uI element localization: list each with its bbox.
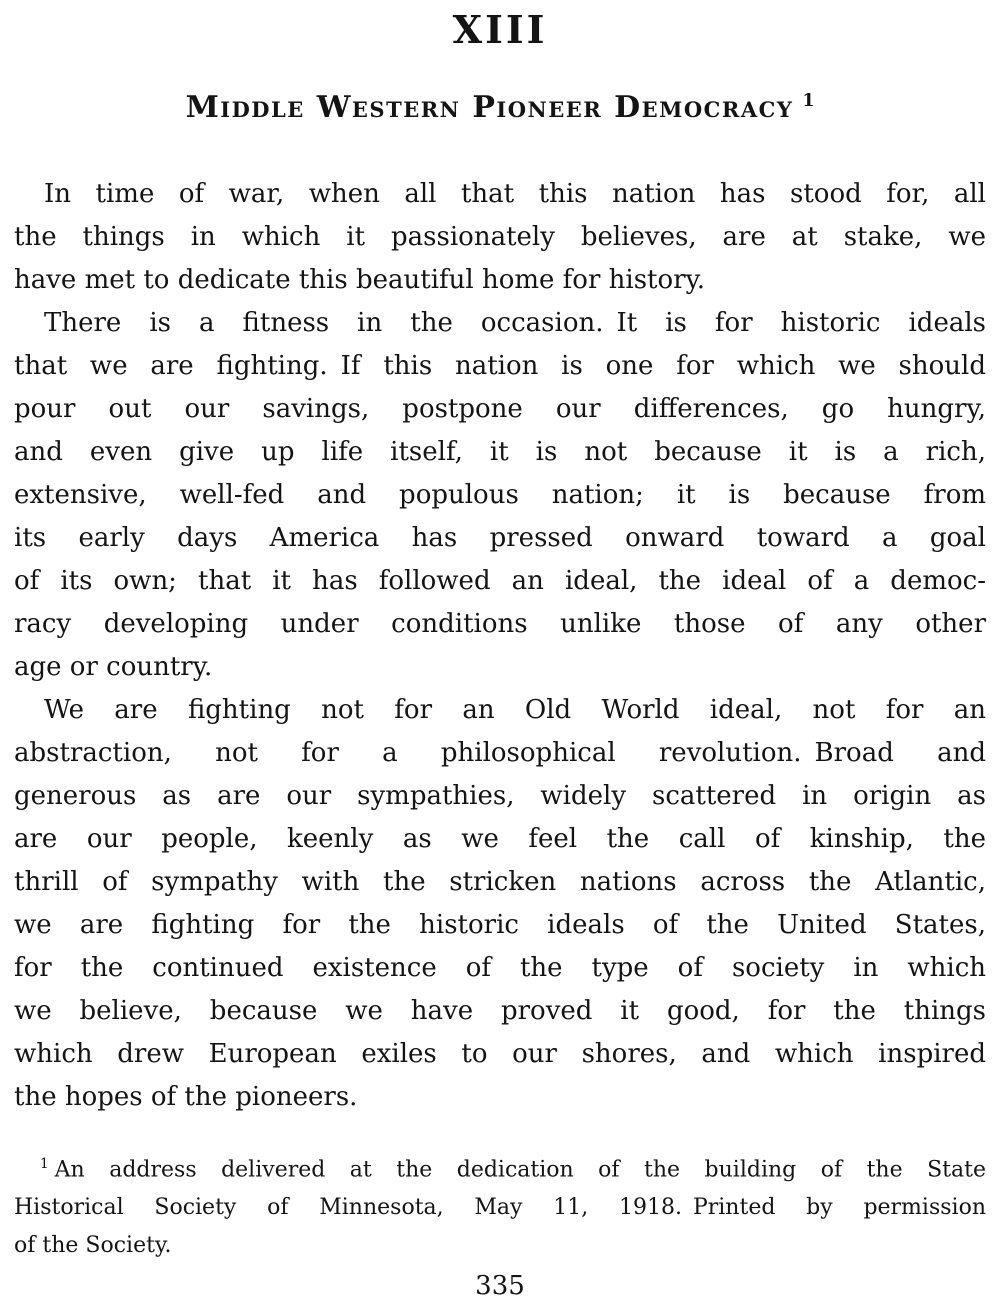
text-line: of its own; that it has followed an ideal, the ideal of a democ- bbox=[14, 566, 986, 596]
text-line: thrill of sympathy with the stricken nations across the Atlantic, bbox=[14, 867, 986, 897]
body-text bbox=[14, 173, 986, 1119]
text-line: the things in which it passionately believes, are at stake, we bbox=[14, 222, 986, 252]
footnote-line: of the Society. bbox=[14, 1233, 172, 1259]
footnote-line-text: An address delivered at the dedication of the building of the State bbox=[54, 1157, 986, 1183]
text-line: We are fighting not for an Old World ideal, not for an bbox=[44, 695, 986, 725]
footnote-marker: 1 bbox=[40, 1156, 49, 1172]
text-line: There is a fitness in the occasion. It is for historic ideals bbox=[44, 308, 986, 338]
text-line: and even give up life itself, it is not because it is a rich, bbox=[14, 437, 986, 467]
text-line: abstraction, not for a philosophical revolution. Broad and bbox=[14, 738, 986, 768]
text-line: are our people, keenly as we feel the call of kinship, the bbox=[14, 824, 986, 854]
text-line: In time of war, when all that this nation has stood for, all bbox=[44, 179, 986, 209]
text-line: its early days America has pressed onward toward a goal bbox=[14, 523, 986, 553]
text-line: have met to dedicate this beautiful home for history. bbox=[14, 265, 706, 295]
paragraph-2 bbox=[14, 302, 986, 689]
text-line: we believe, because we have proved it good, for the things bbox=[14, 996, 986, 1026]
footnote bbox=[14, 1145, 986, 1265]
text-line: extensive, well-fed and populous nation; it is because from bbox=[14, 480, 986, 510]
text-line: that we are fighting. If this nation is one for which we should bbox=[14, 351, 986, 381]
text-line: for the continued existence of the type of society in which bbox=[14, 953, 986, 983]
text-line: we are fighting for the historic ideals of the United States, bbox=[14, 910, 986, 940]
chapter-title bbox=[14, 82, 986, 127]
page-number: 335 bbox=[475, 1271, 525, 1300]
paragraph-3 bbox=[14, 689, 986, 1119]
footnote-line bbox=[14, 1145, 986, 1189]
chapter-title-text: Middle Western Pioneer Democracy bbox=[185, 90, 794, 125]
footnote-line: Historical Society of Minnesota, May 11, 1918. Printed by permission bbox=[14, 1195, 986, 1221]
text-line: racy developing under conditions unlike those of any other bbox=[14, 609, 986, 639]
text-line: generous as are our sympathies, widely scattered in origin as bbox=[14, 781, 986, 811]
chapter-number: XIII bbox=[452, 7, 548, 52]
text-line: pour out our savings, postpone our differences, go hungry, bbox=[14, 394, 986, 424]
text-line: age or country. bbox=[14, 652, 213, 682]
text-line: the hopes of the pioneers. bbox=[14, 1082, 358, 1112]
paragraph-1 bbox=[14, 173, 986, 302]
text-line: which drew European exiles to our shores, and which inspired bbox=[14, 1039, 986, 1069]
title-footnote-marker: 1 bbox=[802, 91, 815, 111]
